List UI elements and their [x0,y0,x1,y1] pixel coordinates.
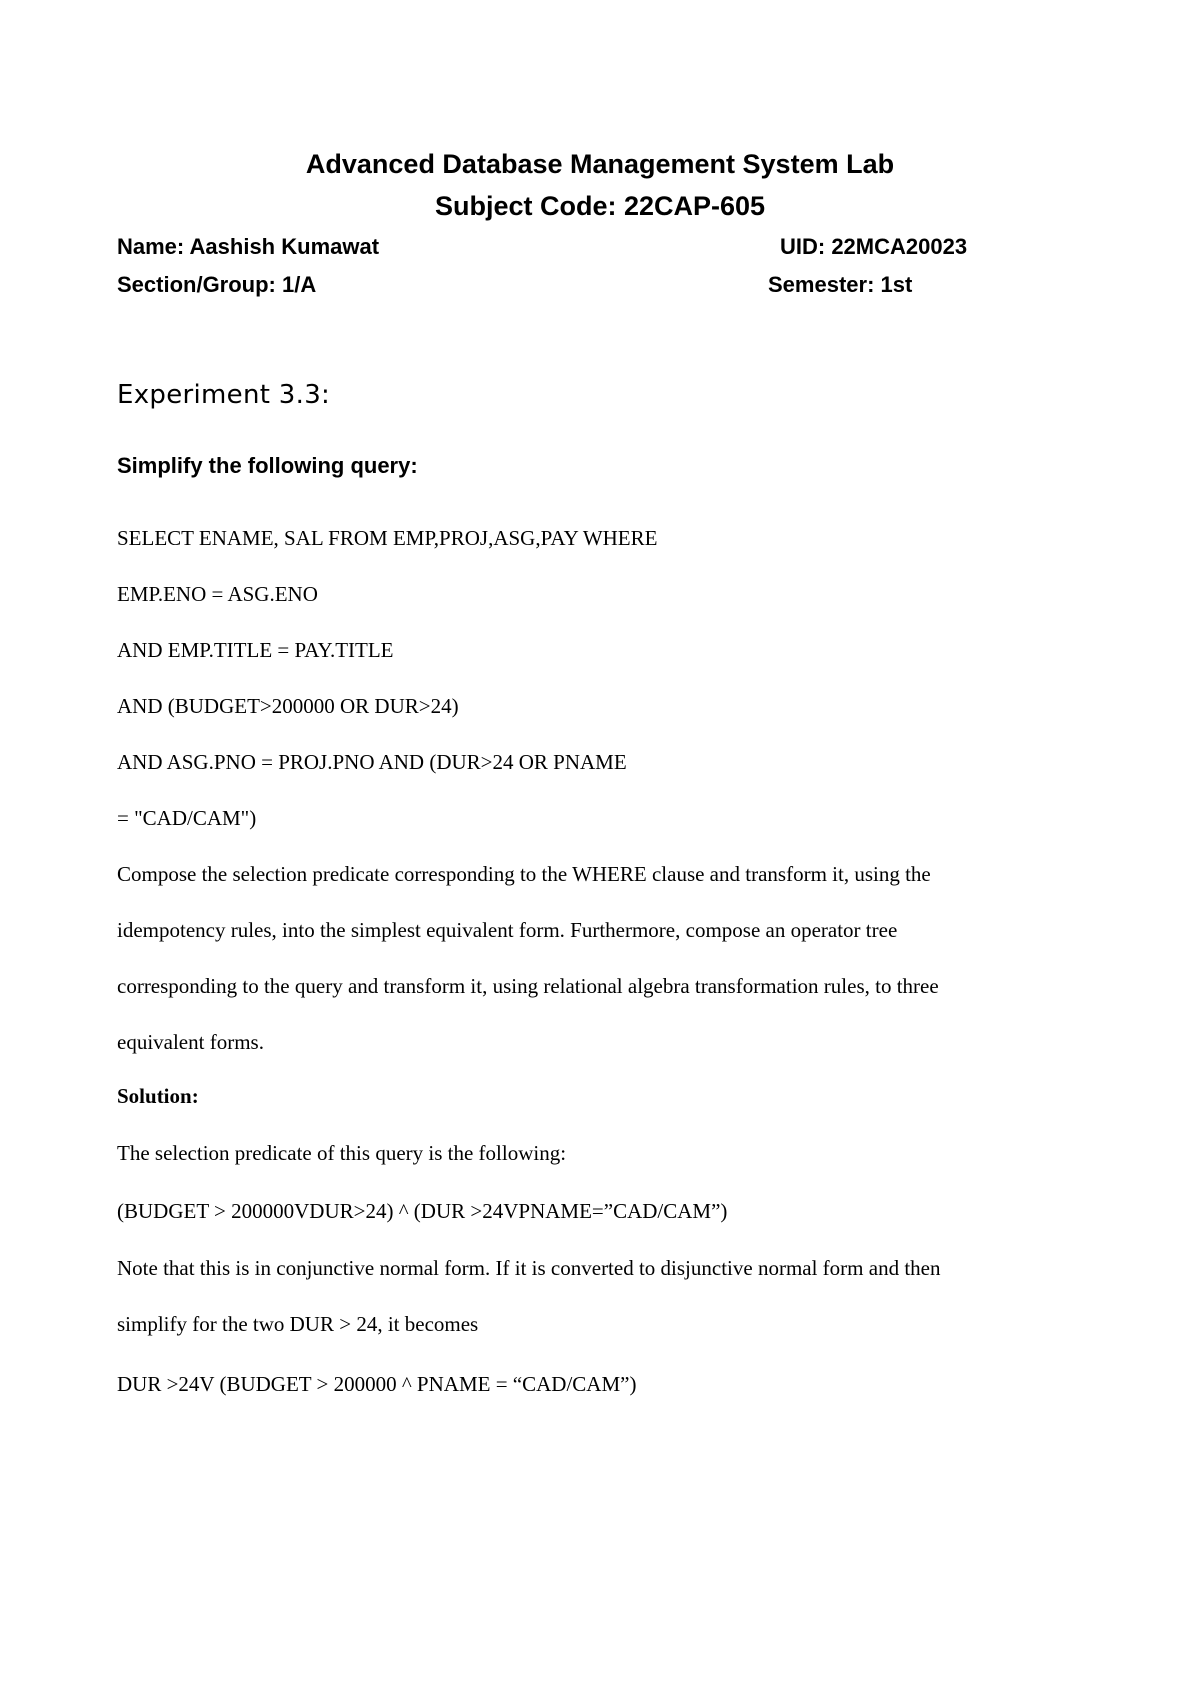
task-text-line: Compose the selection predicate corresponding to the WHERE clause and transform it, using the [117,862,931,886]
student-name: Name: Aashish Kumawat [117,234,380,259]
query-line: EMP.ENO = ASG.ENO [117,582,318,606]
query-line: AND EMP.TITLE = PAY.TITLE [117,638,394,662]
query-line: SELECT ENAME, SAL FROM EMP,PROJ,ASG,PAY WHERE [117,526,658,550]
student-uid: UID: 22MCA20023 [780,234,968,259]
semester: Semester: 1st [768,272,913,297]
solution-line: Note that this is in conjunctive normal form. If it is converted to disjunctive normal form and then [117,1256,941,1280]
document-title: Advanced Database Management System Lab [305,149,895,179]
query-line: AND ASG.PNO = PROJ.PNO AND (DUR>24 OR PNAME [117,750,627,774]
query-line: = "CAD/CAM") [117,806,257,830]
task-text-line: corresponding to the query and transform it, using relational algebra transformation rules, to three [117,974,939,998]
experiment-heading: Experiment 3.3: [117,380,331,410]
task-heading: Simplify the following query: [117,453,418,478]
task-text-line: idempotency rules, into the simplest equivalent form. Furthermore, compose an operator tree [117,918,898,942]
section-group: Section/Group: 1/A [117,272,317,297]
solution-line: The selection predicate of this query is the following: [117,1141,567,1165]
subject-code: Subject Code: 22CAP-605 [434,191,766,221]
solution-line: DUR >24V (BUDGET > 200000 ^ PNAME = “CAD/CAM”) [117,1372,637,1396]
query-line: AND (BUDGET>200000 OR DUR>24) [117,694,459,718]
task-text-line: equivalent forms. [117,1030,264,1054]
solution-line: simplify for the two DUR > 24, it becomes [117,1312,479,1336]
solution-heading: Solution: [117,1084,199,1108]
solution-line: (BUDGET > 200000VDUR>24) ^ (DUR >24VPNAME=”CAD/CAM”) [117,1199,728,1223]
